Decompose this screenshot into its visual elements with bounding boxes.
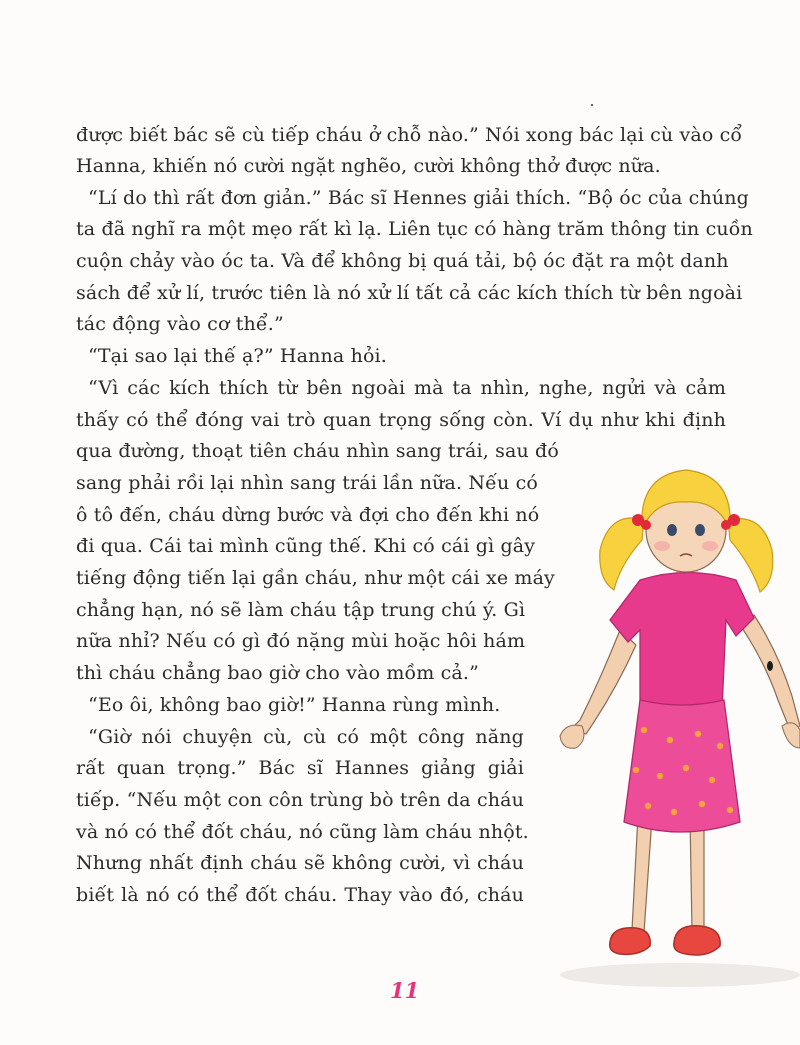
text-line: sách để xử lí, trước tiên là nó xử lí tất cả các kích thích từ bên ngoài xyxy=(76,282,743,304)
text-line: cuộn chảy vào óc ta. Và để không bị quá tải, bộ óc đặt ra một danh xyxy=(76,250,729,272)
text-line: “Vì các kích thích từ bên ngoài mà ta nhìn, nghe, ngửi và cảm xyxy=(88,377,726,399)
text-line: thì cháu chẳng bao giờ cho vào mồm cả.” xyxy=(76,662,479,684)
text-line: được biết bác sẽ cù tiếp cháu ở chỗ nào.” Nói xong bác lại cù vào cổ xyxy=(76,124,743,146)
text-line: “Tại sao lại thế ạ?” Hanna hỏi. xyxy=(88,345,387,367)
text-line: Hanna, khiến nó cười ngặt nghẽo, cười không thở được nữa. xyxy=(76,155,661,177)
text-line: và nó có thể đốt cháu, nó cũng làm cháu nhột. xyxy=(76,821,529,843)
text-line: “Eo ôi, không bao giờ!” Hanna rùng mình. xyxy=(88,694,501,716)
text-line: tác động vào cơ thể.” xyxy=(76,313,284,335)
text-line: thấy có thể đóng vai trò quan trọng sống còn. Ví dụ như khi định xyxy=(76,409,726,431)
text-line: qua đường, thoạt tiên cháu nhìn sang trái, sau đó xyxy=(76,440,559,462)
ink-speck xyxy=(591,104,593,106)
text-line: biết là nó có thể đốt cháu. Thay vào đó, cháu xyxy=(76,884,524,906)
text-line: “Lí do thì rất đơn giản.” Bác sĩ Hennes giải thích. “Bộ óc của chúng xyxy=(88,187,749,209)
text-line: sang phải rồi lại nhìn sang trái lần nữa. Nếu có xyxy=(76,472,538,494)
text-line: chẳng hạn, nó sẽ làm cháu tập trung chú ý. Gì xyxy=(76,599,526,621)
text-line: ta đã nghĩ ra một mẹo rất kì lạ. Liên tục có hàng trăm thông tin cuồn xyxy=(76,218,753,240)
text-line: ô tô đến, cháu dừng bước và đợi cho đến khi nó xyxy=(76,504,540,526)
text-line: Nhưng nhất định cháu sẽ không cười, vì cháu xyxy=(76,852,524,874)
text-line: “Giờ nói chuyện cù, cù có một công năng xyxy=(88,726,524,748)
text-line: rất quan trọng.” Bác sĩ Hannes giảng giải xyxy=(76,757,524,779)
page-number: 11 xyxy=(390,978,420,1003)
text-line: nữa nhỉ? Nếu có gì đó nặng mùi hoặc hôi hám xyxy=(76,630,526,652)
text-line: đi qua. Cái tai mình cũng thế. Khi có cái gì gây xyxy=(76,535,536,557)
text-line: tiếp. “Nếu một con côn trùng bò trên da cháu xyxy=(76,789,524,811)
girl-illustration xyxy=(540,430,800,990)
text-line: tiếng động tiến lại gần cháu, như một cái xe máy xyxy=(76,567,555,589)
